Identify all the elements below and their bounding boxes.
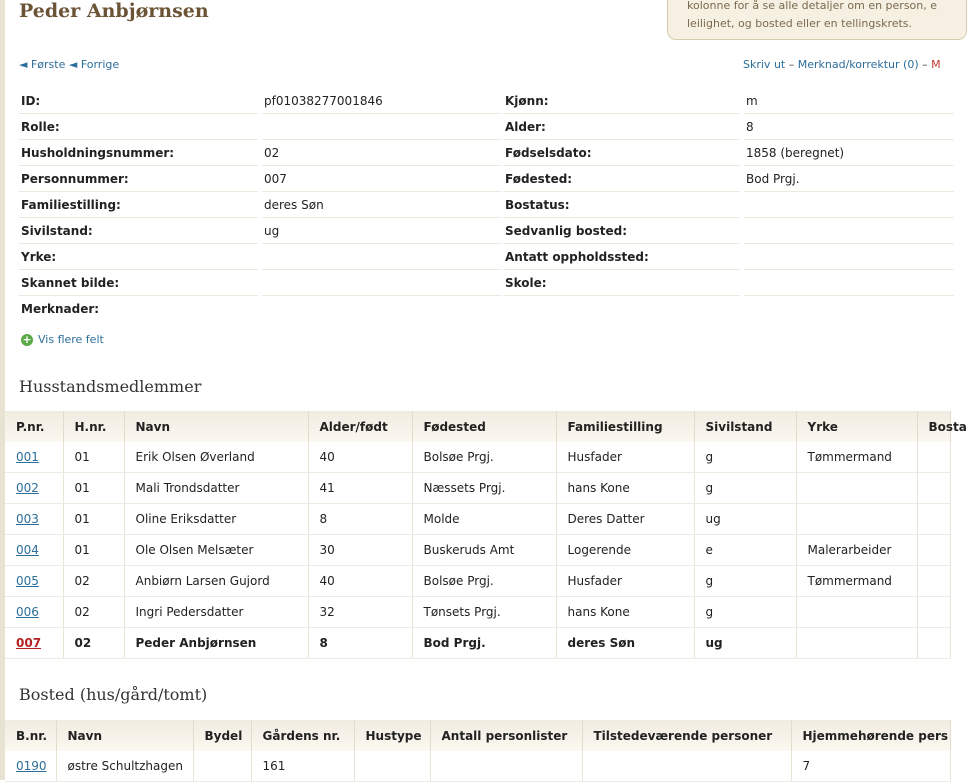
first-link[interactable]: ◄ Første (19, 58, 66, 71)
table-cell: hans Kone (556, 473, 694, 504)
column-header[interactable]: H.nr. (63, 411, 124, 442)
info-line-1: kolonne for å se alle detaljer om en person, e (687, 0, 938, 12)
detail-label: Husholdningsnummer: (21, 146, 175, 160)
detail-label: Kjønn: (505, 94, 549, 108)
table-cell (917, 504, 950, 535)
table-cell: 30 (308, 535, 412, 566)
person-number-link[interactable]: 006 (16, 605, 39, 619)
table-header-row (5, 720, 950, 751)
previous-link[interactable]: ◄ Forrige (68, 58, 120, 71)
detail-value: 02 (264, 146, 280, 160)
table-row (5, 566, 950, 597)
detail-label: ID: (21, 94, 41, 108)
table-cell: Husfader (556, 566, 694, 597)
table-cell: Bolsøe Prgj. (412, 566, 556, 597)
detail-label: Yrke: (21, 250, 57, 264)
detail-row (19, 296, 949, 322)
detail-label: Fødested: (505, 172, 573, 186)
table-cell: Deres Datter (556, 504, 694, 535)
column-header[interactable]: Gårdens nr. (251, 720, 354, 751)
detail-value (262, 120, 264, 134)
table-cell: Tønsets Prgj. (412, 597, 556, 628)
table-row (5, 504, 950, 535)
detail-value (262, 302, 264, 316)
detail-value (744, 198, 746, 212)
residence-table (5, 720, 951, 782)
separator: – (788, 58, 795, 71)
left-border (0, 0, 5, 780)
table-cell (917, 597, 950, 628)
detail-label: Fødselsdato: (505, 146, 592, 160)
column-header[interactable]: Yrke (796, 411, 917, 442)
column-header[interactable]: Hustype (354, 720, 430, 751)
table-cell: Malerarbeider (796, 535, 917, 566)
detail-value: Bod Prgj. (746, 172, 800, 186)
column-header[interactable]: Sivilstand (694, 411, 796, 442)
detail-label: Personnummer: (21, 172, 129, 186)
current-person-row (5, 628, 950, 659)
detail-value (744, 276, 746, 290)
table-cell: hans Kone (556, 597, 694, 628)
table-cell: 7 (791, 751, 950, 782)
table-cell: Tømmermand (796, 566, 917, 597)
column-header[interactable]: Navn (56, 720, 193, 751)
detail-label: Familiestilling: (21, 198, 121, 212)
person-number-link[interactable]: 001 (16, 450, 39, 464)
detail-value: deres Søn (264, 198, 324, 212)
detail-row (19, 270, 949, 296)
table-cell (917, 566, 950, 597)
detail-label: Sedvanlig bosted: (505, 224, 628, 238)
detail-label: Bostatus: (505, 198, 570, 212)
record-actions (743, 58, 941, 71)
residence-number-link[interactable]: 0190 (16, 759, 47, 773)
table-cell: 02 (63, 566, 124, 597)
table-cell: Oline Eriksdatter (124, 504, 308, 535)
page-title: Peder Anbjørnsen (19, 0, 209, 22)
detail-row (19, 88, 949, 114)
table-cell: østre Schultzhagen (56, 751, 193, 782)
table-cell: Ole Olsen Melsæter (124, 535, 308, 566)
table-cell: 161 (251, 751, 354, 782)
table-cell: 32 (308, 597, 412, 628)
column-header[interactable]: Familiestilling (556, 411, 694, 442)
table-cell: 01 (63, 504, 124, 535)
table-cell (796, 628, 917, 659)
table-cell: 40 (308, 566, 412, 597)
detail-label: Alder: (505, 120, 546, 134)
table-cell: Molde (412, 504, 556, 535)
person-number-link[interactable]: 002 (16, 481, 39, 495)
table-row (5, 442, 950, 473)
detail-row (19, 244, 949, 270)
detail-label: Sivilstand: (21, 224, 93, 238)
table-row (5, 473, 950, 504)
person-number-link[interactable]: 007 (16, 636, 42, 650)
column-header[interactable]: Alder/født (308, 411, 412, 442)
detail-label: Antatt oppholdssted: (505, 250, 649, 264)
show-more-fields-link[interactable] (21, 333, 104, 346)
person-details (19, 88, 949, 322)
detail-label (503, 302, 505, 316)
table-cell: ug (694, 504, 796, 535)
table-cell (796, 597, 917, 628)
cut-link[interactable]: M (931, 58, 941, 71)
detail-value: pf01038277001846 (264, 94, 383, 108)
info-box (667, 0, 967, 40)
detail-value: ug (264, 224, 280, 238)
person-number-link[interactable]: 004 (16, 543, 39, 557)
table-cell (917, 442, 950, 473)
table-cell: 8 (308, 628, 412, 659)
table-cell: 41 (308, 473, 412, 504)
household-heading: Husstandsmedlemmer (19, 377, 202, 396)
detail-value (262, 250, 264, 264)
table-cell: Tømmermand (796, 442, 917, 473)
record-navigation (19, 58, 119, 71)
remark-link[interactable]: Merknad/korrektur (0) (797, 58, 919, 71)
table-cell (917, 535, 950, 566)
detail-label: Merknader: (21, 302, 100, 316)
detail-value (744, 224, 746, 238)
table-cell (917, 628, 950, 659)
detail-value: m (746, 94, 758, 108)
plus-icon: + (22, 332, 32, 346)
detail-value (262, 276, 264, 290)
detail-row (19, 218, 949, 244)
table-cell: g (694, 442, 796, 473)
table-cell: 40 (308, 442, 412, 473)
column-header[interactable]: Hjemmehørende pers (791, 720, 950, 751)
table-cell: Logerende (556, 535, 694, 566)
detail-value (744, 250, 746, 264)
table-cell: Buskeruds Amt (412, 535, 556, 566)
table-row (5, 751, 950, 782)
table-cell: Peder Anbjørnsen (124, 628, 308, 659)
table-cell: Erik Olsen Øverland (124, 442, 308, 473)
table-cell (917, 473, 950, 504)
detail-value: 007 (264, 172, 287, 186)
detail-row (19, 166, 949, 192)
household-table (5, 411, 967, 659)
table-cell (796, 473, 917, 504)
table-cell: deres Søn (556, 628, 694, 659)
detail-value: 1858 (beregnet) (746, 146, 845, 160)
table-cell: g (694, 473, 796, 504)
column-header[interactable]: P.nr. (5, 411, 63, 442)
table-cell (193, 751, 251, 782)
table-cell: 8 (308, 504, 412, 535)
table-cell: 01 (63, 535, 124, 566)
table-cell: g (694, 566, 796, 597)
table-row (5, 535, 950, 566)
detail-value: 8 (746, 120, 754, 134)
table-cell (430, 751, 582, 782)
detail-row (19, 114, 949, 140)
detail-label: Skannet bilde: (21, 276, 120, 290)
person-number-link[interactable]: 003 (16, 512, 39, 526)
table-cell: 01 (63, 442, 124, 473)
table-cell (582, 751, 791, 782)
column-header[interactable]: Tilstedeværende personer (582, 720, 791, 751)
column-header[interactable]: Fødested (412, 411, 556, 442)
table-cell: Næssets Prgj. (412, 473, 556, 504)
column-header[interactable]: Bydel (193, 720, 251, 751)
detail-label: Rolle: (21, 120, 60, 134)
table-cell: g (694, 597, 796, 628)
show-more-fields-label: Vis flere felt (38, 333, 104, 346)
table-cell: Mali Trondsdatter (124, 473, 308, 504)
residence-heading: Bosted (hus/gård/tomt) (19, 685, 208, 704)
table-header-row (5, 411, 950, 442)
table-cell: e (694, 535, 796, 566)
table-cell: Husfader (556, 442, 694, 473)
table-cell (796, 504, 917, 535)
table-cell: Bod Prgj. (412, 628, 556, 659)
column-header[interactable]: Bosta (917, 411, 950, 442)
column-header[interactable]: Navn (124, 411, 308, 442)
detail-value (744, 302, 746, 316)
table-cell: Anbiørn Larsen Gujord (124, 566, 308, 597)
detail-row (19, 192, 949, 218)
table-cell: 02 (63, 597, 124, 628)
separator: – (922, 58, 928, 71)
table-cell: ug (694, 628, 796, 659)
table-cell: 01 (63, 473, 124, 504)
column-header[interactable]: B.nr. (5, 720, 56, 751)
table-cell: Ingri Pedersdatter (124, 597, 308, 628)
detail-row (19, 140, 949, 166)
column-header[interactable]: Antall personlister (430, 720, 582, 751)
table-cell (354, 751, 430, 782)
detail-label: Skole: (505, 276, 547, 290)
print-link[interactable]: Skriv ut (743, 58, 786, 71)
person-number-link[interactable]: 005 (16, 574, 39, 588)
info-line-2: leilighet, og bosted eller en tellingskrets. (687, 17, 913, 30)
table-cell: Bolsøe Prgj. (412, 442, 556, 473)
table-row (5, 597, 950, 628)
table-cell: 02 (63, 628, 124, 659)
